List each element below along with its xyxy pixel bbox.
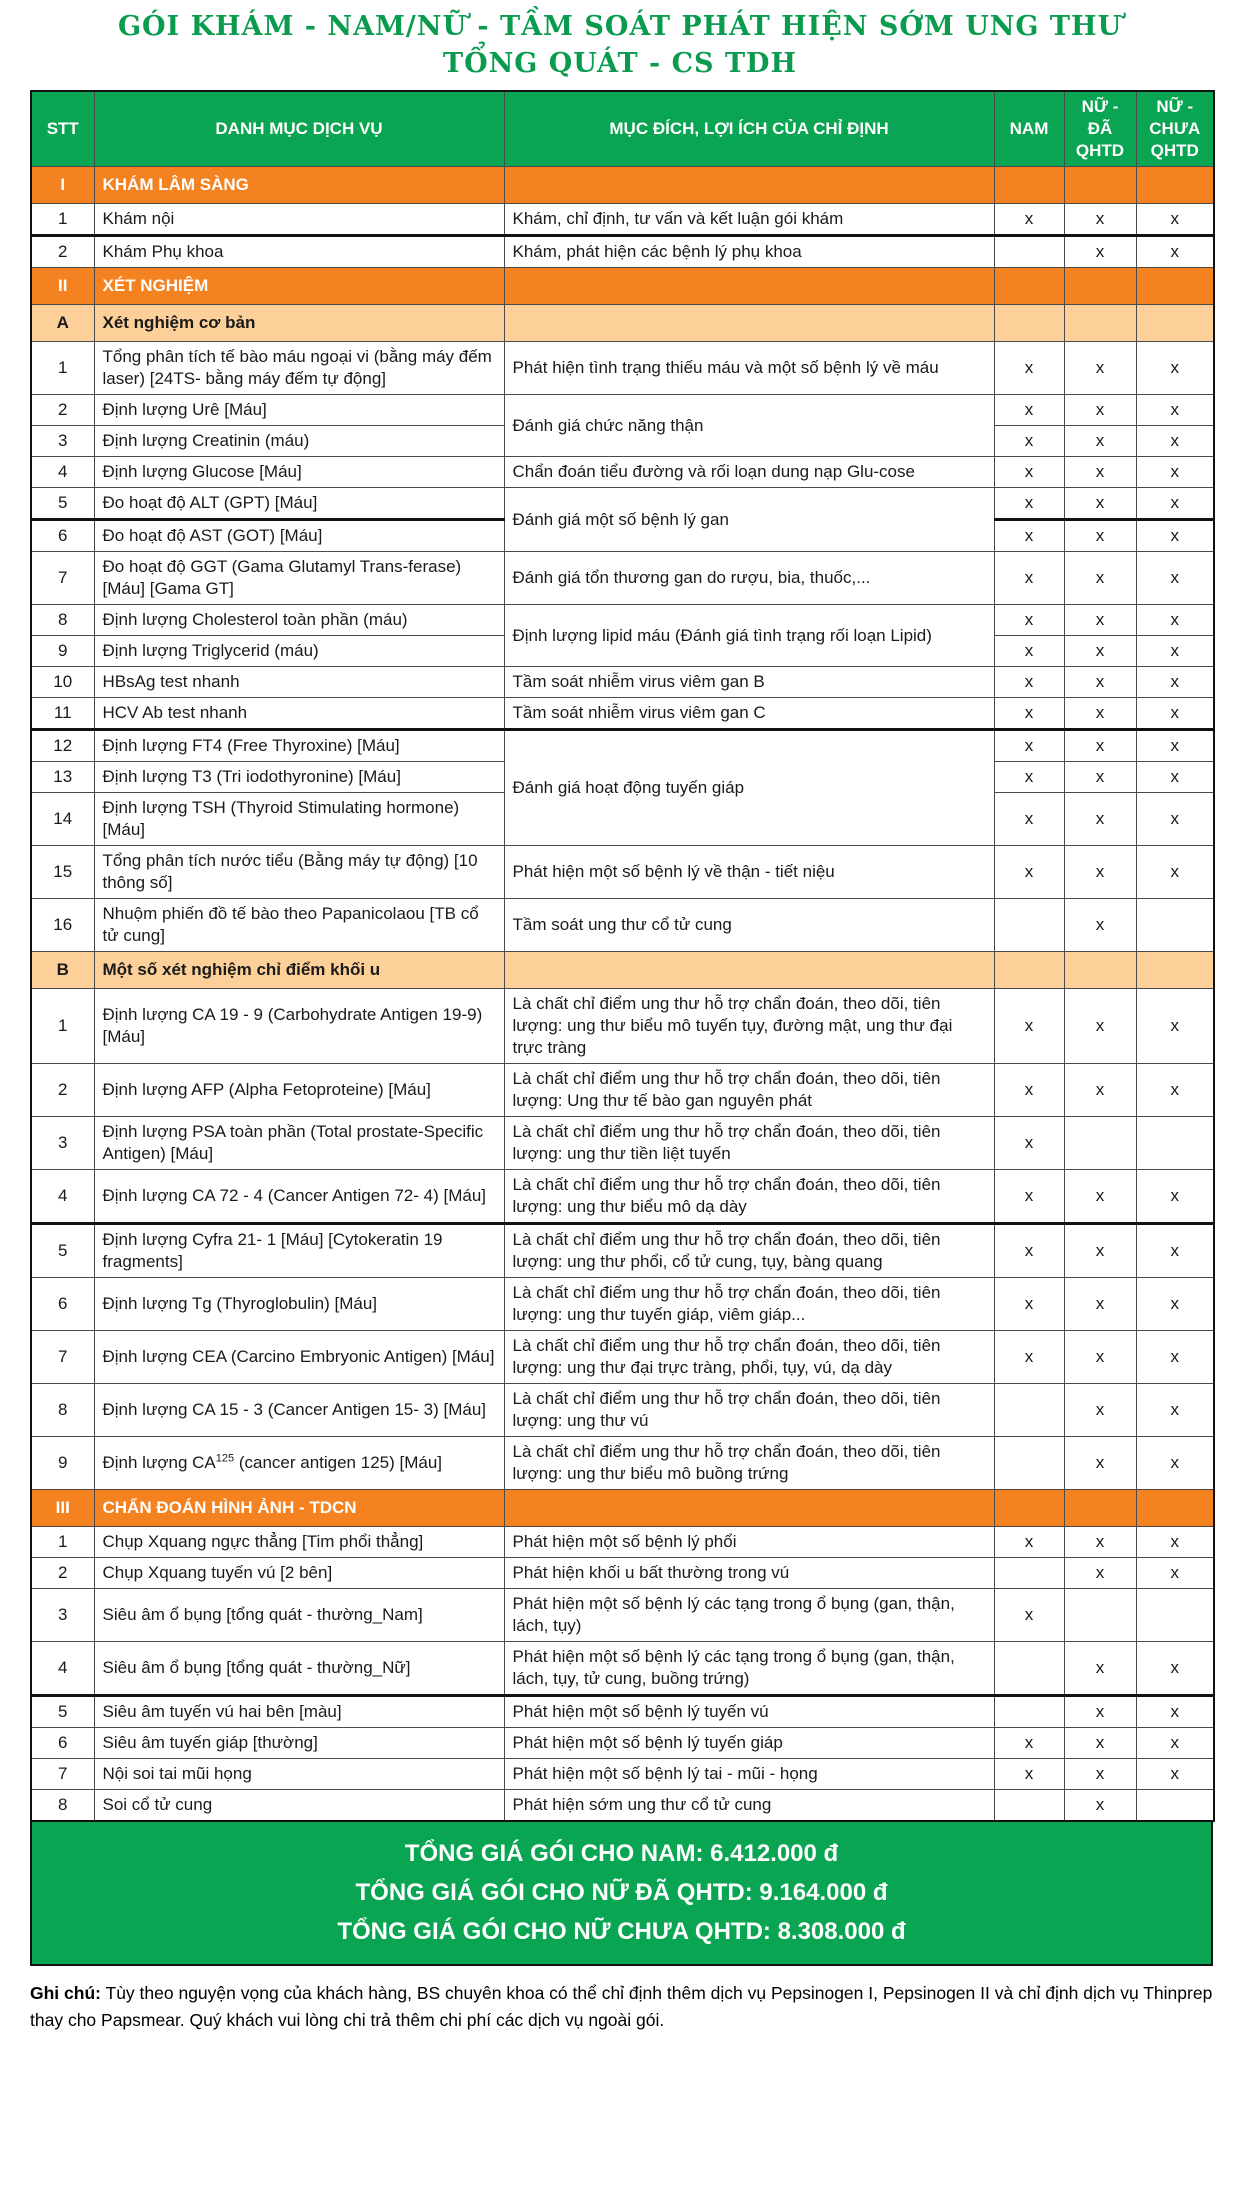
purpose-text: Là chất chỉ điểm ung thư hỗ trợ chẩn đoán, theo dõi, tiên lượng: ung thư đại trực tràng, phổi, tụy, vú, dạ dày bbox=[504, 1331, 994, 1384]
row-number: 2 bbox=[31, 1558, 94, 1589]
section-empty-mark bbox=[1136, 268, 1214, 305]
table-row bbox=[31, 1759, 1214, 1790]
purpose-text: Phát hiện một số bệnh lý về thận - tiết niệu bbox=[504, 846, 994, 899]
service-name: Siêu âm tuyến vú hai bên [màu] bbox=[94, 1696, 504, 1728]
mark-nu-da-qhtd: x bbox=[1064, 1278, 1136, 1331]
section-empty-purpose bbox=[504, 167, 994, 204]
mark-nu-chua-qhtd: x bbox=[1136, 1728, 1214, 1759]
service-name: Chụp Xquang ngực thẳng [Tim phổi thẳng] bbox=[94, 1527, 504, 1558]
mark-nu-chua-qhtd bbox=[1136, 1790, 1214, 1822]
table-row bbox=[31, 1117, 1214, 1170]
mark-nu-da-qhtd: x bbox=[1064, 1527, 1136, 1558]
purpose-text: Tầm soát nhiễm virus viêm gan B bbox=[504, 667, 994, 698]
header-nu-chua-qhtd: NỮ - CHƯA QHTD bbox=[1136, 91, 1214, 167]
row-number: 7 bbox=[31, 552, 94, 605]
table-row bbox=[31, 1064, 1214, 1117]
mark-nu-da-qhtd: x bbox=[1064, 1170, 1136, 1224]
mark-nu-chua-qhtd bbox=[1136, 1117, 1214, 1170]
mark-nam: x bbox=[994, 1064, 1064, 1117]
section-number: B bbox=[31, 952, 94, 989]
mark-nu-da-qhtd: x bbox=[1064, 1696, 1136, 1728]
mark-nu-da-qhtd: x bbox=[1064, 457, 1136, 488]
table-row bbox=[31, 236, 1214, 268]
section-empty-mark bbox=[1136, 1490, 1214, 1527]
row-number: 7 bbox=[31, 1759, 94, 1790]
mark-nu-da-qhtd: x bbox=[1064, 1759, 1136, 1790]
footnote-label: Ghi chú: bbox=[30, 1983, 101, 2003]
section-empty-purpose bbox=[504, 305, 994, 342]
mark-nu-da-qhtd: x bbox=[1064, 1790, 1136, 1822]
mark-nu-chua-qhtd: x bbox=[1136, 1696, 1214, 1728]
purpose-text: Phát hiện tình trạng thiếu máu và một số bệnh lý về máu bbox=[504, 342, 994, 395]
service-name: Siêu âm tuyến giáp [thường] bbox=[94, 1728, 504, 1759]
row-number: 9 bbox=[31, 1437, 94, 1490]
mark-nam bbox=[994, 1558, 1064, 1589]
mark-nu-da-qhtd: x bbox=[1064, 488, 1136, 520]
mark-nu-da-qhtd: x bbox=[1064, 899, 1136, 952]
section-empty-mark bbox=[994, 1490, 1064, 1527]
header-stt: STT bbox=[31, 91, 94, 167]
mark-nu-chua-qhtd: x bbox=[1136, 846, 1214, 899]
mark-nam: x bbox=[994, 552, 1064, 605]
service-name: Định lượng TSH (Thyroid Stimulating hormone) [Máu] bbox=[94, 793, 504, 846]
service-name: Nhuộm phiến đồ tế bào theo Papanicolaou [TB cổ tử cung] bbox=[94, 899, 504, 952]
mark-nam: x bbox=[994, 488, 1064, 520]
page-title-line2: TỔNG QUÁT - CS TDH bbox=[443, 48, 797, 79]
service-name: Định lượng Cyfra 21- 1 [Máu] [Cytokeratin 19 fragments] bbox=[94, 1224, 504, 1278]
mark-nu-da-qhtd: x bbox=[1064, 1064, 1136, 1117]
header-service: DANH MỤC DỊCH VỤ bbox=[94, 91, 504, 167]
total-price-nu-chua-qhtd: TỔNG GIÁ GÓI CHO NỮ CHƯA QHTD: 8.308.000 đ bbox=[337, 1918, 906, 1945]
purpose-text: Là chất chỉ điểm ung thư hỗ trợ chẩn đoán, theo dõi, tiên lượng: ung thư tuyến giáp, viêm giáp... bbox=[504, 1278, 994, 1331]
table-row bbox=[31, 1170, 1214, 1224]
purpose-text: Tầm soát ung thư cổ tử cung bbox=[504, 899, 994, 952]
mark-nam: x bbox=[994, 342, 1064, 395]
section-empty-purpose bbox=[504, 268, 994, 305]
table-row bbox=[31, 899, 1214, 952]
mark-nu-da-qhtd bbox=[1064, 1589, 1136, 1642]
mark-nam: x bbox=[994, 846, 1064, 899]
purpose-text: Phát hiện một số bệnh lý tai - mũi - họng bbox=[504, 1759, 994, 1790]
purpose-text: Phát hiện một số bệnh lý phổi bbox=[504, 1527, 994, 1558]
row-number: 7 bbox=[31, 1331, 94, 1384]
purpose-text: Định lượng lipid máu (Đánh giá tình trạng rối loạn Lipid) bbox=[504, 605, 994, 667]
mark-nu-chua-qhtd: x bbox=[1136, 457, 1214, 488]
footnote bbox=[30, 1980, 1215, 2034]
subsection-row bbox=[31, 952, 1214, 989]
section-number: II bbox=[31, 268, 94, 305]
row-number: 11 bbox=[31, 698, 94, 730]
purpose-text: Chẩn đoán tiểu đường và rối loạn dung nạp Glu-cose bbox=[504, 457, 994, 488]
mark-nu-da-qhtd bbox=[1064, 1117, 1136, 1170]
row-number: 1 bbox=[31, 342, 94, 395]
table-row bbox=[31, 1224, 1214, 1278]
section-title: CHẨN ĐOÁN HÌNH ẢNH - TDCN bbox=[94, 1490, 504, 1527]
mark-nu-chua-qhtd: x bbox=[1136, 636, 1214, 667]
service-name: Đo hoạt độ ALT (GPT) [Máu] bbox=[94, 488, 504, 520]
section-number: I bbox=[31, 167, 94, 204]
table-row bbox=[31, 395, 1214, 426]
row-number: 5 bbox=[31, 1224, 94, 1278]
row-number: 4 bbox=[31, 1642, 94, 1696]
mark-nu-chua-qhtd: x bbox=[1136, 395, 1214, 426]
row-number: 3 bbox=[31, 426, 94, 457]
row-number: 3 bbox=[31, 1117, 94, 1170]
footnote-text: Tùy theo nguyện vọng của khách hàng, BS chuyên khoa có thể chỉ định thêm dịch vụ Pepsinogen I, Pepsinogen II và chỉ định dịch vụ Thinprep thay cho Papsmear. Quý khách vui lòng chi trả thêm chi phí các dịch vụ ngoài gói. bbox=[30, 1983, 1213, 2030]
mark-nu-chua-qhtd: x bbox=[1136, 1224, 1214, 1278]
table-row bbox=[31, 1437, 1214, 1490]
table-row bbox=[31, 1696, 1214, 1728]
section-title: XÉT NGHIỆM bbox=[94, 268, 504, 305]
table-row bbox=[31, 488, 1214, 520]
mark-nu-chua-qhtd: x bbox=[1136, 1384, 1214, 1437]
section-title: Một số xét nghiệm chỉ điểm khối u bbox=[94, 952, 504, 989]
service-name: Định lượng CEA (Carcino Embryonic Antigen) [Máu] bbox=[94, 1331, 504, 1384]
mark-nu-chua-qhtd: x bbox=[1136, 667, 1214, 698]
table-row bbox=[31, 1558, 1214, 1589]
table-row bbox=[31, 667, 1214, 698]
purpose-text: Phát hiện một số bệnh lý các tạng trong ổ bụng (gan, thận, lách, tụy) bbox=[504, 1589, 994, 1642]
mark-nu-chua-qhtd: x bbox=[1136, 342, 1214, 395]
mark-nu-da-qhtd: x bbox=[1064, 1558, 1136, 1589]
table-row bbox=[31, 457, 1214, 488]
row-number: 16 bbox=[31, 899, 94, 952]
mark-nu-chua-qhtd: x bbox=[1136, 1558, 1214, 1589]
mark-nam: x bbox=[994, 1589, 1064, 1642]
header-nu-da-qhtd: NỮ - ĐÃ QHTD bbox=[1064, 91, 1136, 167]
table-row bbox=[31, 1642, 1214, 1696]
service-name: Khám Phụ khoa bbox=[94, 236, 504, 268]
row-number: 5 bbox=[31, 488, 94, 520]
mark-nu-da-qhtd: x bbox=[1064, 1224, 1136, 1278]
row-number: 12 bbox=[31, 730, 94, 762]
row-number: 6 bbox=[31, 1728, 94, 1759]
row-number: 14 bbox=[31, 793, 94, 846]
row-number: 10 bbox=[31, 667, 94, 698]
purpose-text: Đánh giá một số bệnh lý gan bbox=[504, 488, 994, 552]
table-row bbox=[31, 1278, 1214, 1331]
mark-nu-da-qhtd: x bbox=[1064, 342, 1136, 395]
service-name: Định lượng CA 15 - 3 (Cancer Antigen 15- 3) [Máu] bbox=[94, 1384, 504, 1437]
mark-nu-chua-qhtd: x bbox=[1136, 762, 1214, 793]
purpose-text: Là chất chỉ điểm ung thư hỗ trợ chẩn đoán, theo dõi, tiên lượng: ung thư vú bbox=[504, 1384, 994, 1437]
subsection-row bbox=[31, 305, 1214, 342]
service-name: Định lượng CA 72 - 4 (Cancer Antigen 72- 4) [Máu] bbox=[94, 1170, 504, 1224]
purpose-text: Là chất chỉ điểm ung thư hỗ trợ chẩn đoán, theo dõi, tiên lượng: ung thư biểu mô dạ dày bbox=[504, 1170, 994, 1224]
service-name: Tổng phân tích nước tiểu (Bằng máy tự động) [10 thông số] bbox=[94, 846, 504, 899]
mark-nam: x bbox=[994, 1224, 1064, 1278]
service-name: Đo hoạt độ AST (GOT) [Máu] bbox=[94, 520, 504, 552]
mark-nu-da-qhtd: x bbox=[1064, 1331, 1136, 1384]
table-row bbox=[31, 1589, 1214, 1642]
mark-nu-chua-qhtd: x bbox=[1136, 1278, 1214, 1331]
service-name: Định lượng T3 (Tri iodothyronine) [Máu] bbox=[94, 762, 504, 793]
purpose-text: Khám, phát hiện các bệnh lý phụ khoa bbox=[504, 236, 994, 268]
mark-nu-da-qhtd: x bbox=[1064, 395, 1136, 426]
row-number: 8 bbox=[31, 1790, 94, 1822]
purpose-text: Phát hiện một số bệnh lý các tạng trong ổ bụng (gan, thận, lách, tụy, tử cung, buồng trứng) bbox=[504, 1642, 994, 1696]
mark-nu-da-qhtd: x bbox=[1064, 989, 1136, 1064]
section-number: A bbox=[31, 305, 94, 342]
mark-nu-chua-qhtd: x bbox=[1136, 730, 1214, 762]
row-number: 4 bbox=[31, 1170, 94, 1224]
service-name: HCV Ab test nhanh bbox=[94, 698, 504, 730]
mark-nu-chua-qhtd: x bbox=[1136, 236, 1214, 268]
mark-nam bbox=[994, 236, 1064, 268]
header-nam: NAM bbox=[994, 91, 1064, 167]
service-name: Định lượng Urê [Máu] bbox=[94, 395, 504, 426]
mark-nam bbox=[994, 1642, 1064, 1696]
section-empty-mark bbox=[1064, 268, 1136, 305]
mark-nu-chua-qhtd: x bbox=[1136, 793, 1214, 846]
mark-nu-da-qhtd: x bbox=[1064, 846, 1136, 899]
row-number: 2 bbox=[31, 236, 94, 268]
mark-nu-chua-qhtd: x bbox=[1136, 1170, 1214, 1224]
section-title: Xét nghiệm cơ bản bbox=[94, 305, 504, 342]
row-number: 4 bbox=[31, 457, 94, 488]
purpose-text: Là chất chỉ điểm ung thư hỗ trợ chẩn đoán, theo dõi, tiên lượng: Ung thư tế bào gan nguyên phát bbox=[504, 1064, 994, 1117]
purpose-text: Phát hiện một số bệnh lý tuyến giáp bbox=[504, 1728, 994, 1759]
mark-nu-chua-qhtd: x bbox=[1136, 204, 1214, 236]
row-number: 13 bbox=[31, 762, 94, 793]
mark-nam: x bbox=[994, 1170, 1064, 1224]
row-number: 5 bbox=[31, 1696, 94, 1728]
table-header bbox=[31, 91, 1214, 167]
purpose-text: Tầm soát nhiễm virus viêm gan C bbox=[504, 698, 994, 730]
mark-nu-chua-qhtd: x bbox=[1136, 605, 1214, 636]
table-row bbox=[31, 1384, 1214, 1437]
section-empty-mark bbox=[1064, 1490, 1136, 1527]
mark-nam: x bbox=[994, 605, 1064, 636]
mark-nam bbox=[994, 1384, 1064, 1437]
mark-nu-chua-qhtd bbox=[1136, 899, 1214, 952]
mark-nu-da-qhtd: x bbox=[1064, 762, 1136, 793]
service-name: Soi cổ tử cung bbox=[94, 1790, 504, 1822]
section-empty-mark bbox=[1064, 305, 1136, 342]
mark-nam: x bbox=[994, 1331, 1064, 1384]
section-empty-mark bbox=[1136, 167, 1214, 204]
mark-nu-da-qhtd: x bbox=[1064, 1437, 1136, 1490]
row-number: 8 bbox=[31, 605, 94, 636]
table-row bbox=[31, 698, 1214, 730]
mark-nam: x bbox=[994, 204, 1064, 236]
mark-nam: x bbox=[994, 395, 1064, 426]
purpose-text: Đánh giá tổn thương gan do rượu, bia, thuốc,... bbox=[504, 552, 994, 605]
section-empty-mark bbox=[994, 305, 1064, 342]
table-row bbox=[31, 846, 1214, 899]
section-row bbox=[31, 167, 1214, 204]
service-name: Định lượng CA 19 - 9 (Carbohydrate Antigen 19-9) [Máu] bbox=[94, 989, 504, 1064]
service-name: Nội soi tai mũi họng bbox=[94, 1759, 504, 1790]
service-name: Định lượng Cholesterol toàn phần (máu) bbox=[94, 605, 504, 636]
service-name: Tổng phân tích tế bào máu ngoại vi (bằng máy đếm laser) [24TS- bằng máy đếm tự động] bbox=[94, 342, 504, 395]
header-purpose: MỤC ĐÍCH, LỢI ÍCH CỦA CHỈ ĐỊNH bbox=[504, 91, 994, 167]
table-row bbox=[31, 342, 1214, 395]
mark-nu-da-qhtd: x bbox=[1064, 1642, 1136, 1696]
mark-nam: x bbox=[994, 698, 1064, 730]
mark-nu-chua-qhtd: x bbox=[1136, 1437, 1214, 1490]
mark-nam: x bbox=[994, 989, 1064, 1064]
purpose-text: Là chất chỉ điểm ung thư hỗ trợ chẩn đoán, theo dõi, tiên lượng: ung thư biểu mô buồng trứng bbox=[504, 1437, 994, 1490]
service-name: Định lượng Tg (Thyroglobulin) [Máu] bbox=[94, 1278, 504, 1331]
mark-nu-chua-qhtd: x bbox=[1136, 1064, 1214, 1117]
mark-nam bbox=[994, 1437, 1064, 1490]
table-row bbox=[31, 1790, 1214, 1822]
service-name: Đo hoạt độ GGT (Gama Glutamyl Trans-ferase) [Máu] [Gama GT] bbox=[94, 552, 504, 605]
mark-nu-da-qhtd: x bbox=[1064, 204, 1136, 236]
mark-nu-da-qhtd: x bbox=[1064, 605, 1136, 636]
purpose-text: Phát hiện một số bệnh lý tuyến vú bbox=[504, 1696, 994, 1728]
mark-nam: x bbox=[994, 1117, 1064, 1170]
mark-nu-da-qhtd: x bbox=[1064, 426, 1136, 457]
row-number: 1 bbox=[31, 1527, 94, 1558]
service-name: Siêu âm ổ bụng [tổng quát - thường_Nữ] bbox=[94, 1642, 504, 1696]
mark-nu-da-qhtd: x bbox=[1064, 1384, 1136, 1437]
service-superscript: 125 bbox=[215, 1452, 235, 1465]
service-name: Định lượng Creatinin (máu) bbox=[94, 426, 504, 457]
mark-nam bbox=[994, 1696, 1064, 1728]
total-price-nam: TỔNG GIÁ GÓI CHO NAM: 6.412.000 đ bbox=[404, 1840, 839, 1867]
service-name: Định lượng PSA toàn phần (Total prostate-Specific Antigen) [Máu] bbox=[94, 1117, 504, 1170]
mark-nu-chua-qhtd: x bbox=[1136, 426, 1214, 457]
table-row bbox=[31, 1331, 1214, 1384]
row-number: 8 bbox=[31, 1384, 94, 1437]
row-number: 3 bbox=[31, 1589, 94, 1642]
mark-nu-da-qhtd: x bbox=[1064, 730, 1136, 762]
row-number: 1 bbox=[31, 989, 94, 1064]
service-name: Khám nội bbox=[94, 204, 504, 236]
mark-nam: x bbox=[994, 426, 1064, 457]
mark-nu-chua-qhtd: x bbox=[1136, 1759, 1214, 1790]
section-row bbox=[31, 268, 1214, 305]
mark-nam: x bbox=[994, 730, 1064, 762]
row-number: 9 bbox=[31, 636, 94, 667]
mark-nu-chua-qhtd: x bbox=[1136, 1642, 1214, 1696]
mark-nu-da-qhtd: x bbox=[1064, 793, 1136, 846]
mark-nam: x bbox=[994, 1527, 1064, 1558]
section-empty-mark bbox=[1064, 952, 1136, 989]
service-name: Định lượng AFP (Alpha Fetoproteine) [Máu] bbox=[94, 1064, 504, 1117]
row-number: 15 bbox=[31, 846, 94, 899]
mark-nu-chua-qhtd: x bbox=[1136, 989, 1214, 1064]
mark-nam: x bbox=[994, 457, 1064, 488]
row-number: 6 bbox=[31, 520, 94, 552]
purpose-text: Là chất chỉ điểm ung thư hỗ trợ chẩn đoán, theo dõi, tiên lượng: ung thư biểu mô tuyến tụy, đường mật, ung thư đại trực tràng bbox=[504, 989, 994, 1064]
table-row bbox=[31, 1728, 1214, 1759]
purpose-text: Đánh giá chức năng thận bbox=[504, 395, 994, 457]
purpose-text: Phát hiện sớm ung thư cổ tử cung bbox=[504, 1790, 994, 1822]
table-row bbox=[31, 989, 1214, 1064]
purpose-text: Khám, chỉ định, tư vấn và kết luận gói khám bbox=[504, 204, 994, 236]
package-table-body bbox=[31, 167, 1214, 1822]
section-row bbox=[31, 1490, 1214, 1527]
purpose-text: Là chất chỉ điểm ung thư hỗ trợ chẩn đoán, theo dõi, tiên lượng: ung thư phổi, cổ tử cung, tụy, bàng quang bbox=[504, 1224, 994, 1278]
row-number: 2 bbox=[31, 395, 94, 426]
purpose-text: Phát hiện khối u bất thường trong vú bbox=[504, 1558, 994, 1589]
table-row bbox=[31, 730, 1214, 762]
mark-nam bbox=[994, 1790, 1064, 1822]
total-price-nu-da-qhtd: TỔNG GIÁ GÓI CHO NỮ ĐÃ QHTD: 9.164.000 đ bbox=[355, 1879, 888, 1906]
service-name: Định lượng Triglycerid (máu) bbox=[94, 636, 504, 667]
mark-nu-chua-qhtd: x bbox=[1136, 1527, 1214, 1558]
section-empty-purpose bbox=[504, 952, 994, 989]
table-row bbox=[31, 1527, 1214, 1558]
row-number: 1 bbox=[31, 204, 94, 236]
mark-nam: x bbox=[994, 520, 1064, 552]
section-empty-mark bbox=[1136, 952, 1214, 989]
table-row bbox=[31, 204, 1214, 236]
mark-nam: x bbox=[994, 1278, 1064, 1331]
mark-nu-chua-qhtd: x bbox=[1136, 1331, 1214, 1384]
mark-nu-chua-qhtd: x bbox=[1136, 698, 1214, 730]
mark-nu-da-qhtd: x bbox=[1064, 552, 1136, 605]
section-empty-mark bbox=[1136, 305, 1214, 342]
purpose-text: Đánh giá hoạt động tuyến giáp bbox=[504, 730, 994, 846]
table-row bbox=[31, 552, 1214, 605]
mark-nu-chua-qhtd: x bbox=[1136, 488, 1214, 520]
purpose-text: Là chất chỉ điểm ung thư hỗ trợ chẩn đoán, theo dõi, tiên lượng: ung thư tiền liệt tuyến bbox=[504, 1117, 994, 1170]
mark-nu-chua-qhtd bbox=[1136, 1589, 1214, 1642]
mark-nam: x bbox=[994, 1759, 1064, 1790]
mark-nam: x bbox=[994, 636, 1064, 667]
mark-nu-da-qhtd: x bbox=[1064, 236, 1136, 268]
row-number: 6 bbox=[31, 1278, 94, 1331]
section-empty-mark bbox=[994, 952, 1064, 989]
mark-nu-da-qhtd: x bbox=[1064, 636, 1136, 667]
mark-nu-da-qhtd: x bbox=[1064, 667, 1136, 698]
mark-nu-da-qhtd: x bbox=[1064, 1728, 1136, 1759]
table-header-row bbox=[31, 91, 1214, 167]
service-name: Định lượng FT4 (Free Thyroxine) [Máu] bbox=[94, 730, 504, 762]
mark-nu-chua-qhtd: x bbox=[1136, 552, 1214, 605]
mark-nu-da-qhtd: x bbox=[1064, 698, 1136, 730]
mark-nam: x bbox=[994, 1728, 1064, 1759]
mark-nu-chua-qhtd: x bbox=[1136, 520, 1214, 552]
service-name: Định lượng CA$^{125}$ (cancer antigen 125) [Máu] bbox=[94, 1437, 504, 1490]
section-number: III bbox=[31, 1490, 94, 1527]
section-empty-mark bbox=[1064, 167, 1136, 204]
table-row bbox=[31, 605, 1214, 636]
mark-nu-da-qhtd: x bbox=[1064, 520, 1136, 552]
service-name: Siêu âm ổ bụng [tổng quát - thường_Nam] bbox=[94, 1589, 504, 1642]
section-empty-mark bbox=[994, 167, 1064, 204]
row-number: 2 bbox=[31, 1064, 94, 1117]
section-empty-purpose bbox=[504, 1490, 994, 1527]
mark-nam: x bbox=[994, 793, 1064, 846]
service-name: Chụp Xquang tuyến vú [2 bên] bbox=[94, 1558, 504, 1589]
service-name: Định lượng Glucose [Máu] bbox=[94, 457, 504, 488]
mark-nam: x bbox=[994, 762, 1064, 793]
section-empty-mark bbox=[994, 268, 1064, 305]
mark-nam bbox=[994, 899, 1064, 952]
package-table bbox=[30, 90, 1215, 1822]
totals-banner bbox=[30, 1822, 1213, 1966]
page-title-line1: GÓI KHÁM - NAM/NỮ - TẦM SOÁT PHÁT HIỆN SỚM UNG THƯ bbox=[117, 11, 1123, 42]
mark-nam: x bbox=[994, 667, 1064, 698]
service-name: HBsAg test nhanh bbox=[94, 667, 504, 698]
page-title bbox=[0, 8, 1240, 82]
section-title: KHÁM LÂM SÀNG bbox=[94, 167, 504, 204]
